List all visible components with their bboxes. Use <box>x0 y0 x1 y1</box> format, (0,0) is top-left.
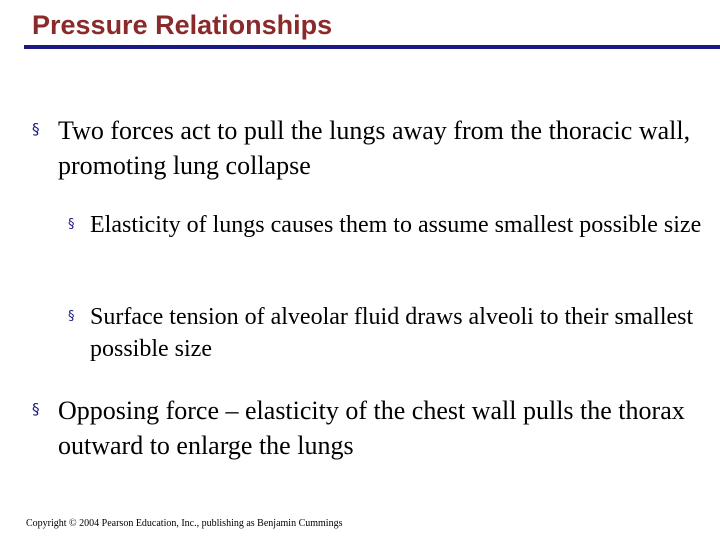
bullet-marker: § <box>32 400 40 418</box>
copyright-footer: Copyright © 2004 Pearson Education, Inc., publishing as Benjamin Cummings <box>26 518 343 529</box>
bullet-text: Opposing force – elasticity of the chest wall pulls the thorax outward to enlarge the lungs <box>58 396 685 460</box>
bullet-text: Two forces act to pull the lungs away from the thoracic wall, promoting lung collapse <box>58 116 691 180</box>
bullet-marker: § <box>68 309 75 324</box>
slide-title: Pressure Relationships <box>32 10 333 40</box>
title-underline <box>24 45 720 49</box>
sub-bullet-item <box>68 210 708 242</box>
bullet-item <box>32 394 712 463</box>
sub-bullet-item <box>68 302 708 366</box>
bullet-text: Elasticity of lungs causes them to assume smallest possible size <box>90 212 702 238</box>
bullet-item <box>32 114 712 183</box>
bullet-marker: § <box>32 120 40 138</box>
bullet-marker: § <box>68 217 75 232</box>
bullet-text: Surface tension of alveolar fluid draws alveoli to their smallest possible size <box>90 304 694 362</box>
